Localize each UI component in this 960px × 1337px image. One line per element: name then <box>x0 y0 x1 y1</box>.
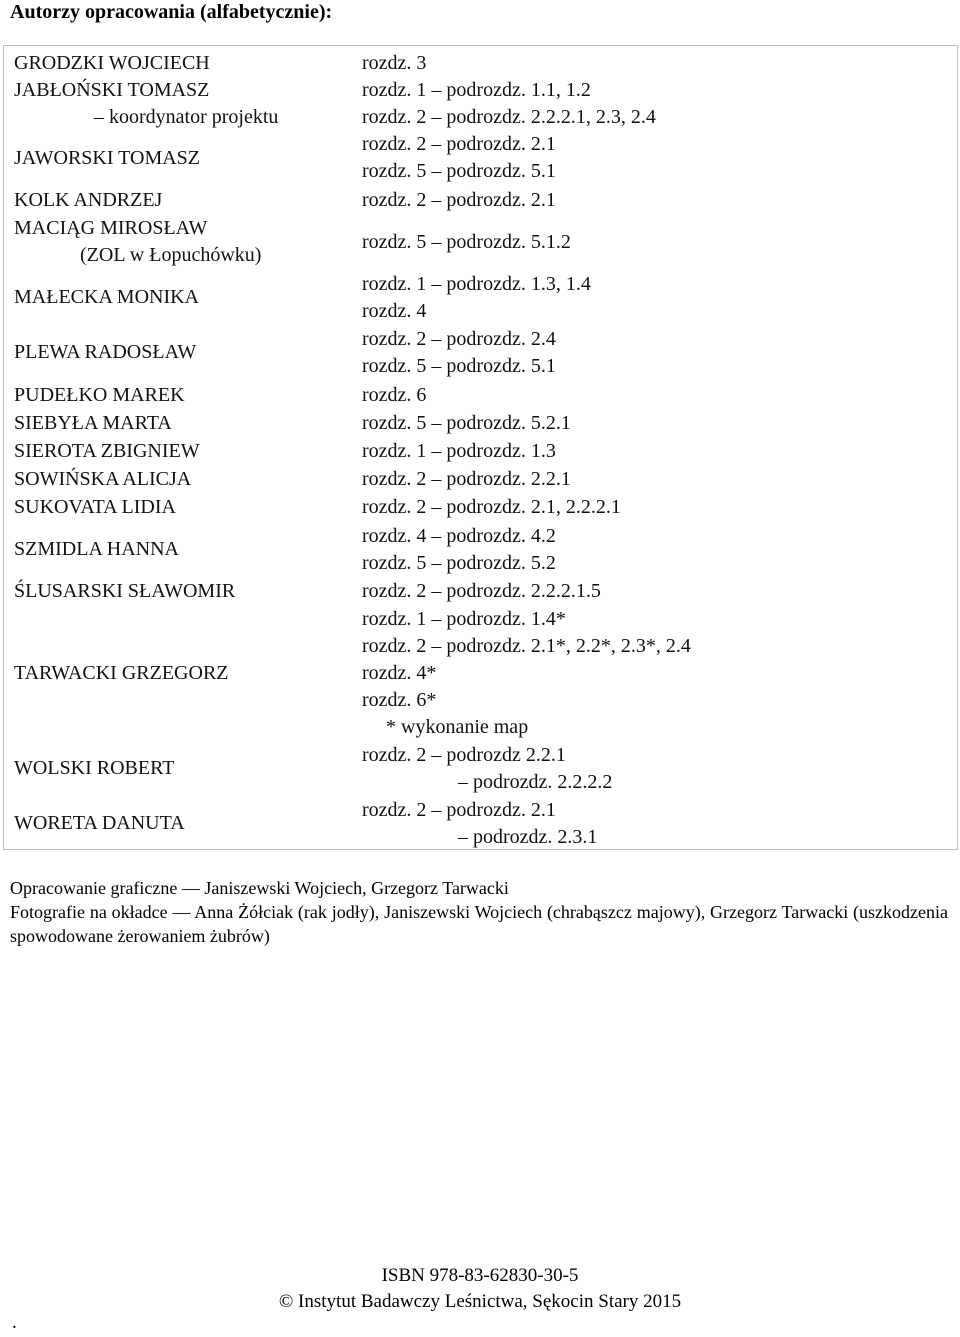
author-sections: rozdz. 2 – podrozdz. 2.1 <box>362 189 556 211</box>
author-name: WORETA DANUTA <box>14 812 185 834</box>
isbn: ISBN 978-83-62830-30-5 <box>381 1265 579 1286</box>
author-name: SZMIDLA HANNA <box>14 538 179 560</box>
author-sections: rozdz. 2 – podrozdz. 2.4 rozdz. 5 – podrozdz. 5.1 <box>362 328 556 377</box>
author-name: SOWIŃSKA ALICJA <box>14 468 192 490</box>
map-footnote: * wykonanie map <box>386 716 529 738</box>
author-sections: rozdz. 2 – podrozdz. 2.1 rozdz. 5 – podrozdz. 5.1 <box>362 133 556 182</box>
author-name: SIEROTA ZBIGNIEW <box>14 440 200 462</box>
credits <box>10 876 948 948</box>
author-name: WOLSKI ROBERT <box>14 757 175 779</box>
author-sections: rozdz. 1 – podrozdz. 1.3 <box>362 440 556 462</box>
author-name: PUDEŁKO MAREK <box>14 384 185 406</box>
author-sections: rozdz. 2 – podrozdz. 2.1 – podrozdz. 2.3.1 <box>362 799 598 848</box>
author-name: ŚLUSARSKI SŁAWOMIR <box>14 580 236 602</box>
author-sections: rozdz. 1 – podrozdz. 1.4* rozdz. 2 – podrozdz. 2.1*, 2.2*, 2.3*, 2.4 rozdz. 4* rozdz. 6* * wykonanie map <box>362 606 691 741</box>
author-name: GRODZKI WOJCIECH <box>14 52 210 74</box>
author-sections: rozdz. 5 – podrozdz. 5.2.1 <box>362 412 571 434</box>
graphics-credit: Opracowanie graficzne ― Janiszewski Wojciech, Grzegorz Tarwacki <box>10 878 509 898</box>
author-sections: rozdz. 5 – podrozdz. 5.1.2 <box>362 231 571 253</box>
author-name: JAWORSKI TOMASZ <box>14 147 201 169</box>
author-sections: rozdz. 2 – podrozdz 2.2.1 – podrozdz. 2.2.2.2 <box>362 744 613 793</box>
author-name: SUKOVATA LIDIA <box>14 496 176 518</box>
author-name: TARWACKI GRZEGORZ <box>14 662 229 684</box>
page-heading: Autorzy opracowania (alfabetycznie): <box>10 1 333 23</box>
author-sections: rozdz. 1 – podrozdz. 1.1, 1.2 rozdz. 2 – podrozdz. 2.2.2.1, 2.3, 2.4 <box>362 79 656 128</box>
author-sections: rozdz. 1 – podrozdz. 1.3, 1.4 rozdz. 4 <box>362 273 591 322</box>
author-sections: rozdz. 2 – podrozdz. 2.2.1 <box>362 468 571 490</box>
author-name: JABŁOŃSKI TOMASZ – koordynator projektu <box>14 79 279 128</box>
authors-table <box>3 45 958 850</box>
author-name: MACIĄG MIROSŁAW (ZOL w Łopuchówku) <box>14 217 262 266</box>
author-name: MAŁECKA MONIKA <box>14 286 199 308</box>
author-name: PLEWA RADOSŁAW <box>14 341 197 363</box>
author-name: SIEBYŁA MARTA <box>14 412 172 434</box>
photo-credit: Fotografie na okładce ― Anna Żółciak (rak jodły), Janiszewski Wojciech (chrabąszcz majowy), Grzegorz Tarwacki (uszkodzenia spowodowane żerowaniem żubrów) <box>10 902 948 946</box>
footer-mark: . <box>12 1312 17 1333</box>
author-sections: rozdz. 6 <box>362 384 427 406</box>
author-sections: rozdz. 2 – podrozdz. 2.1, 2.2.2.1 <box>362 496 621 518</box>
author-sections: rozdz. 3 <box>362 52 427 74</box>
author-sections: rozdz. 2 – podrozdz. 2.2.2.1.5 <box>362 580 601 602</box>
author-sections: rozdz. 4 – podrozdz. 4.2 rozdz. 5 – podrozdz. 5.2 <box>362 525 556 574</box>
author-name: KOLK ANDRZEJ <box>14 189 163 211</box>
copyright: © Instytut Badawczy Leśnictwa, Sękocin Stary 2015 <box>278 1291 682 1312</box>
